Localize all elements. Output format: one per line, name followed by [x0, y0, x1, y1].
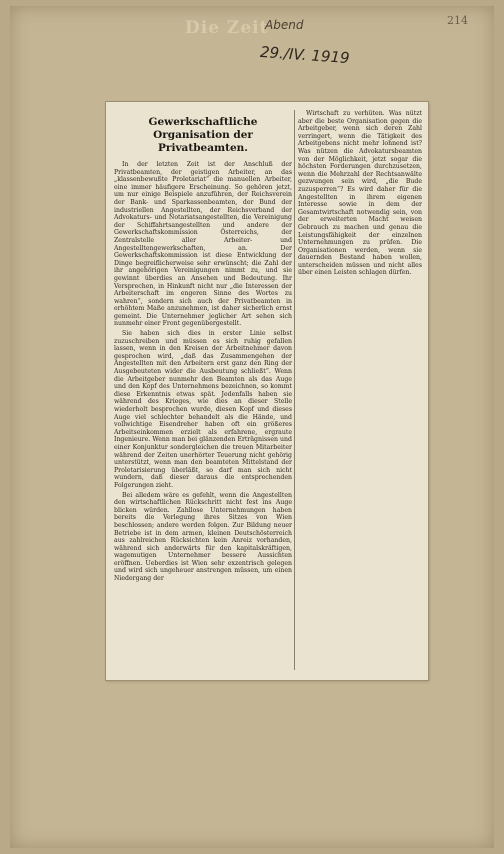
archive-sheet	[10, 6, 494, 848]
article-headline: Gewerkschaftliche Organisation der Privatbeamten.	[148, 116, 258, 154]
column-divider	[294, 110, 295, 670]
article-paragraph-4: Wirtschaft zu verhüten. Was nützt aber die beste Organisation gegen die Arbeitgeber, wenn sich deren Zahl verringert, wenn die Tätigkeit des Arbeitgebens nicht mehr lohnend ist? Was nützen die Advokatursbeamten von der Möglichkeit, jetzt sogar die höchsten Forderungen durchzusetzen, wenn die Mehrzahl der Rechtsanwälte gezwungen sein wird, „die Bude zuzusperren“? Es wird daher für die Angestellten in ihrem eigenen Interesse sowie in dem der Gesamtwirtschaft notwendig sein, von der erweiterten Macht weisen Gebrauch zu machen und genau die Leistungsfähigkeit der einzelnen Unternehmungen zu prüfen. Die Organisationen werden, wenn sie dauernden Bestand haben wollen, unterscheiden müssen und nicht alles über einen Leisten schlagen dürfen.	[298, 110, 422, 277]
newspaper-clipping	[106, 102, 428, 680]
article-right-column	[298, 110, 422, 277]
handwritten-note: Abend	[265, 18, 304, 32]
article-paragraph-2: Sie haben sich dies in erster Linie selbst zuzuschreiben und müssen es sich ruhig gefallen lassen, wenn in den Kreisen der Arbeitnehmer davon gesprochen wird, „daß das Zusammengehen der Angestellten mit den Arbeitern erst ganz den Ring der Ausgebeuteten wider die Ausbeutung schließt“. Wenn die Arbeitgeber nunmehr den Beamten als das Auge und den Kopf des Unternehmens bezeichnen, so kommt diese Erkenntnis etwas spät. Jedenfalls haben sie während des Krieges, wie dies an dieser Stelle wiederholt besprochen wurde, diesen Kopf und dieses Auge viel schlechter behandelt als die Hände, und vollwichtige Eisendreher haben oft ein größeres Arbeitseinkommen erzielt als erfahrene, ergraute Ingenieure. Wenn man bei glänzenden Erträgnissen und einer Konjunktur sondergleichen die treuen Mitarbeiter während der Zeiten unerhörter Teuerung nicht gehörig unterstützt, wenn man den beamteten Mittelstand der Proletarisierung überläßt, so darf man sich nicht wundern, daß dieser daraus die entsprechenden Folgerungen zieht.	[114, 330, 292, 489]
page-number: 214	[447, 14, 468, 27]
handwritten-date: 29./IV. 1919	[259, 42, 351, 68]
article-paragraph-1: In der letzten Zeit ist der Anschluß der Privatbeamten, der geistigen Arbeiter, an das „klassenbewußte Proletariat“ die manuellen Arbeiter, eine immer häufigere Erscheinung. So gehören jetzt, um nur einige Beispiele anzuführen, der Reichsverein der Bank- und Sparkassenbeamten, der Bund der industriellen Angestellten, der Reichsverband der Advokaturs- und Notariatsangestellten, die Vereinigung der Schiffahrtsangestellten und andere der Gewerkschaftskommission Österreichs, der Zentralstelle aller Arbeiter- und Angestelltengewerkschaften, an. Der Gewerkschaftskommission ist diese Entwicklung der Dinge begreiflicherweise sehr erwünscht; die Zahl der ihr angehörigen Vereinigungen nimmt zu, und sie gewinnt überdies an Ansehen und Bedeutung. Ihr Versprechen, in Hinkunft nicht nur „die Interessen der Arbeiterschaft im engeren Sinne des Wortes zu wahren“, sondern sich auch der Privatbeamten in erhöhtem Maße anzunehmen, ist daher sicherlich ernst gemeint. Die Unternehmer jeglicher Art sehen sich nunmehr einer Front gegenübergestellt.	[114, 161, 292, 328]
article-paragraph-3: Bei alledem wäre es gefehlt, wenn die Angestellten den wirtschaftlichen Rückschritt nicht fest ins Auge blicken würden. Zahllose Unternehmungen haben bereits die Verlegung ihres Sitzes von Wien beschlossen; andere werden folgen. Zur Bildung neuer Betriebe ist in dem armen, kleinen Deutschösterreich aus zahlreichen Rücksichten kein Anreiz vorhanden, während sich anderwärts für den kapitalskräftigen, wagemutigen Unternehmer bessere Aussichten eröffnen. Ueberdies ist Wien sehr exzentrisch gelegen und wird sich ungeheuer anstrengen müssen, um einen Niedergang der	[114, 491, 292, 583]
article-left-column	[114, 110, 292, 674]
newspaper-masthead: Die Zeit	[185, 18, 269, 38]
